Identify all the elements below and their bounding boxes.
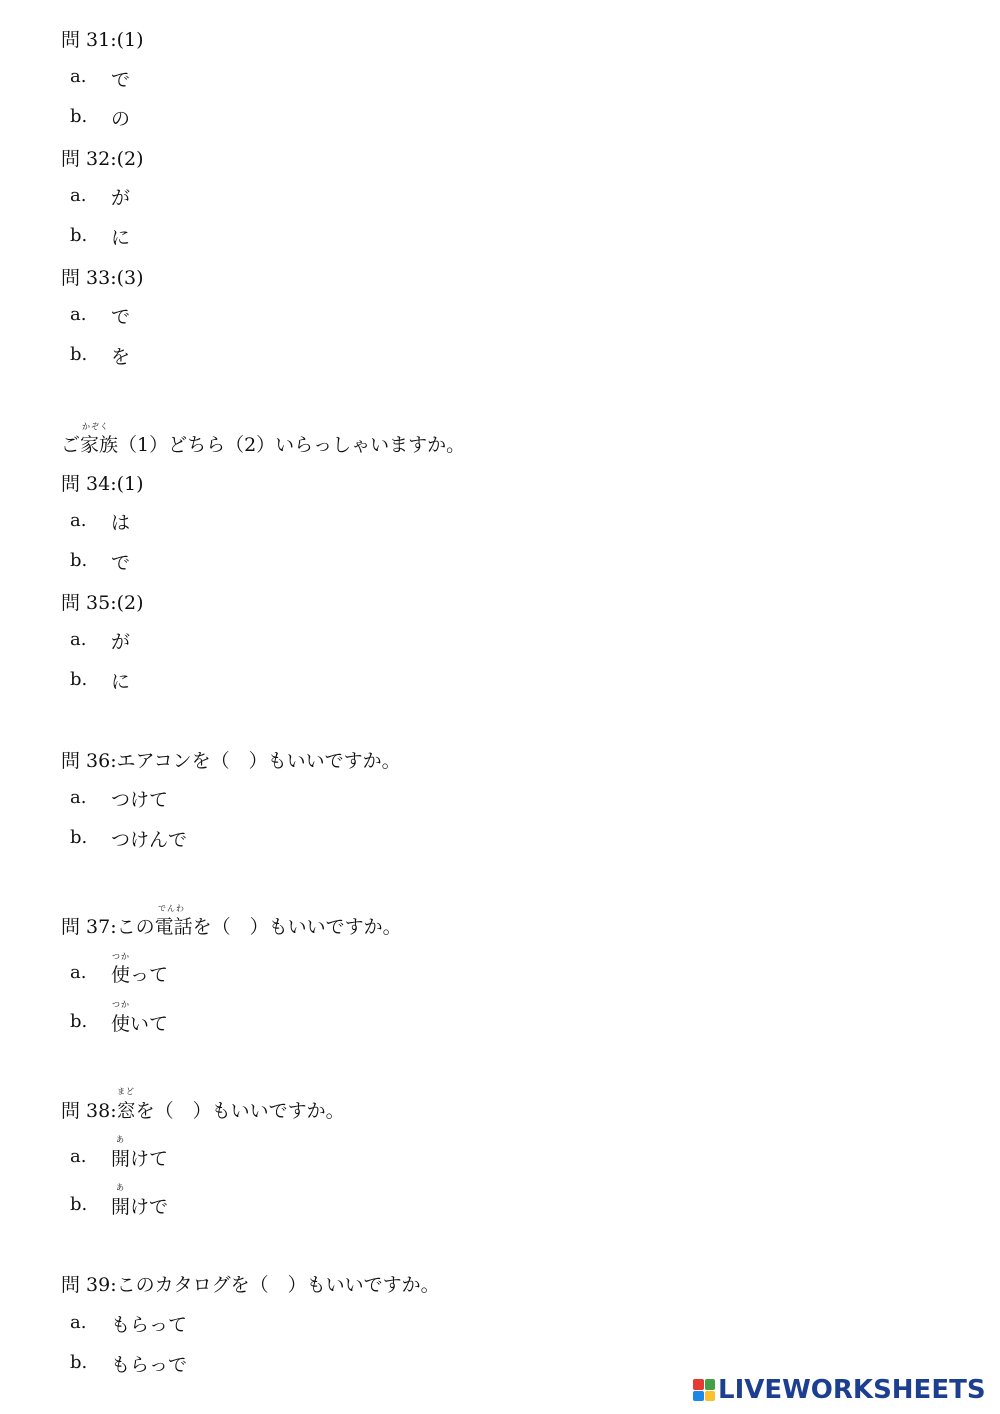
option-letter: a. [70, 66, 87, 87]
option-text[interactable]: つけて [111, 789, 169, 811]
option-letter: b. [70, 1194, 88, 1215]
furigana: つか [112, 952, 130, 961]
option-text[interactable]: 開けて [111, 1148, 169, 1170]
option-letter: a. [70, 185, 87, 206]
furigana: あ [116, 1183, 125, 1192]
option-letter: b. [70, 669, 88, 690]
option-text[interactable]: 使って [111, 964, 169, 986]
option-letter: b. [70, 344, 88, 365]
option-letter: a. [70, 1312, 87, 1333]
option-text[interactable]: で [111, 69, 131, 91]
option-text[interactable]: で [111, 552, 131, 574]
question-36: 問 36:エアコンを（ ）もいいですか。 [61, 750, 401, 772]
question-34: 問 34:(1) [61, 473, 144, 495]
question-38: 問 38:窓を（ ）もいいですか。 [61, 1100, 345, 1122]
question-32: 問 32:(2) [61, 148, 144, 170]
option-text[interactable]: つけんで [111, 829, 188, 851]
furigana: あ [116, 1135, 125, 1144]
option-letter: a. [70, 629, 87, 650]
passage-sentence: ご家族（1）どちら（2）いらっしゃいますか。 [61, 434, 466, 456]
option-text[interactable]: は [111, 512, 131, 534]
option-text[interactable]: に [111, 671, 131, 693]
question-35: 問 35:(2) [61, 592, 144, 614]
option-text[interactable]: が [111, 187, 131, 209]
option-letter: b. [70, 106, 88, 127]
logo-grid-icon [693, 1379, 715, 1401]
furigana: つか [112, 1000, 130, 1009]
option-text[interactable]: が [111, 631, 131, 653]
furigana: かぞく [82, 422, 109, 431]
option-text[interactable]: 開けで [111, 1196, 169, 1218]
liveworksheets-logo [693, 1376, 986, 1404]
option-text[interactable]: もらっで [111, 1354, 188, 1376]
option-text[interactable]: 使いて [111, 1013, 169, 1035]
question-33: 問 33:(3) [61, 267, 144, 289]
option-letter: a. [70, 787, 87, 808]
question-37: 問 37:この電話を（ ）もいいですか。 [61, 916, 402, 938]
option-letter: b. [70, 827, 88, 848]
logo-text: LIVEWORKSHEETS [718, 1375, 986, 1405]
option-text[interactable]: に [111, 227, 131, 249]
option-letter: b. [70, 225, 88, 246]
question-31: 問 31:(1) [61, 29, 144, 51]
option-text[interactable]: もらって [111, 1314, 188, 1336]
question-39: 問 39:このカタログを（ ）もいいですか。 [61, 1274, 440, 1296]
option-text[interactable]: で [111, 306, 131, 328]
option-letter: a. [70, 962, 87, 983]
option-letter: b. [70, 550, 88, 571]
furigana: まど [117, 1087, 135, 1096]
furigana: でんわ [158, 904, 185, 913]
option-letter: a. [70, 1146, 87, 1167]
option-letter: b. [70, 1352, 88, 1373]
option-letter: a. [70, 510, 87, 531]
option-letter: b. [70, 1011, 88, 1032]
option-text[interactable]: の [111, 108, 131, 130]
option-text[interactable]: を [111, 346, 131, 368]
option-letter: a. [70, 304, 87, 325]
